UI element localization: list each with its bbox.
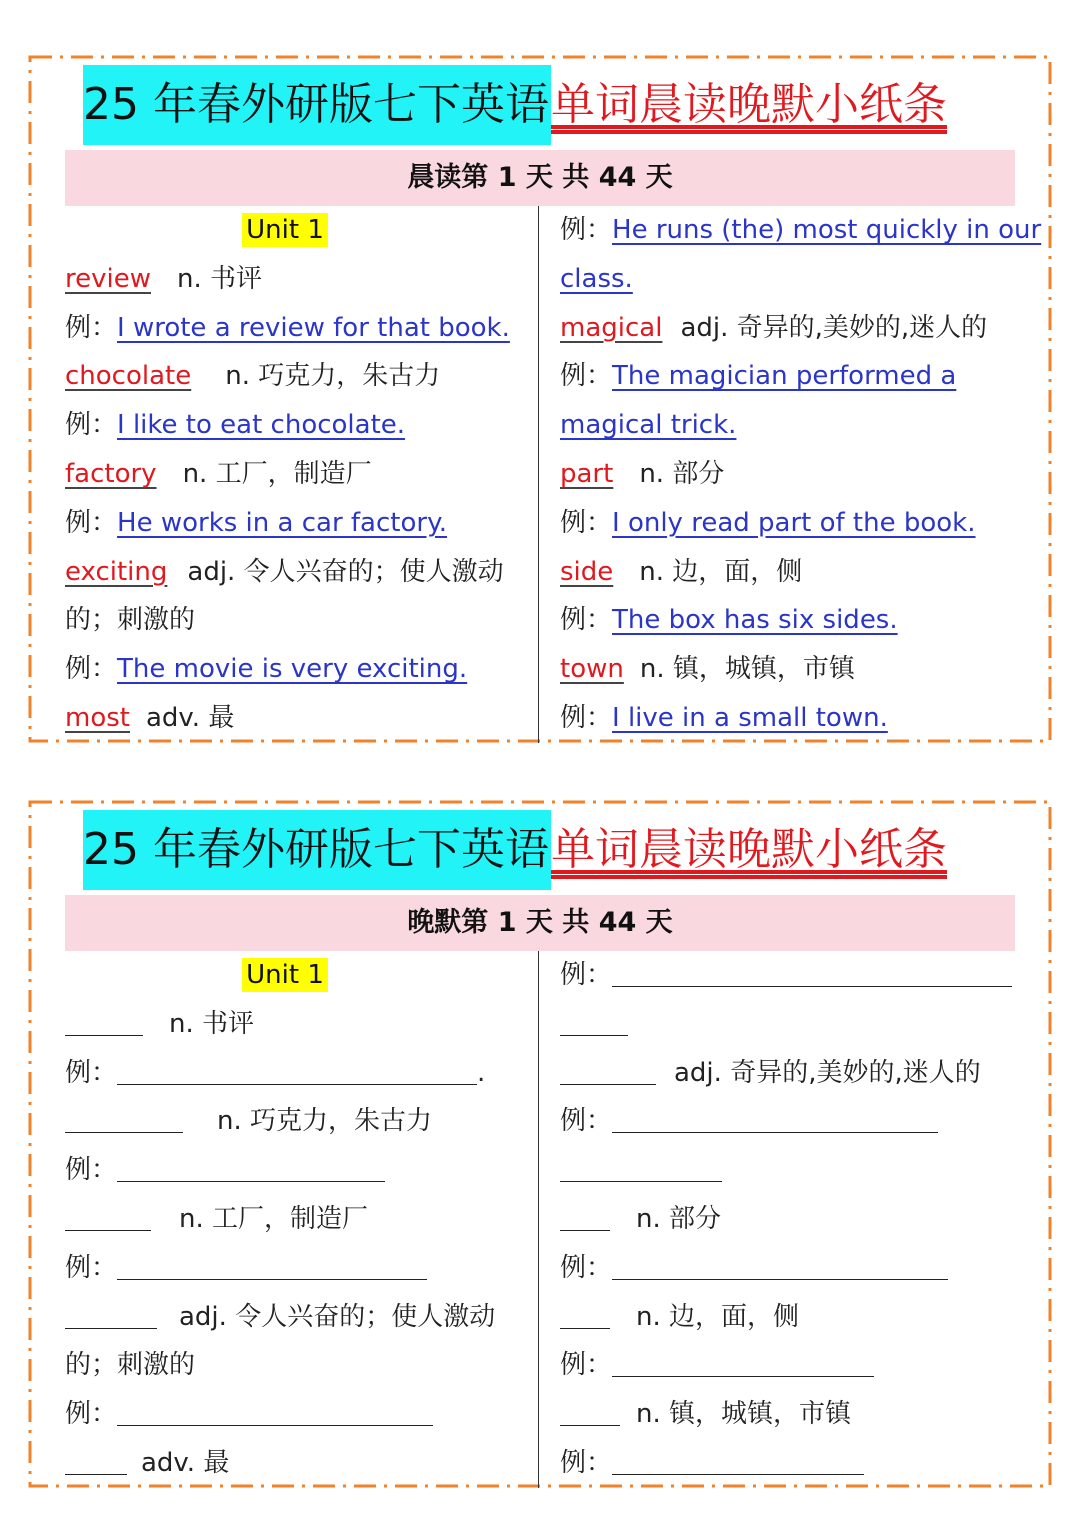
word: town bbox=[560, 654, 624, 685]
example-sentence: He works in a car factory. bbox=[117, 507, 448, 538]
word-blank[interactable] bbox=[560, 1294, 610, 1329]
word: factory bbox=[65, 458, 157, 489]
example-blank-line bbox=[65, 1390, 525, 1439]
example-blank[interactable] bbox=[612, 1342, 874, 1377]
page-title bbox=[83, 65, 947, 145]
example-blank-line bbox=[560, 951, 1020, 1000]
word: magical bbox=[560, 312, 663, 343]
example-line bbox=[560, 206, 1042, 255]
example-label: 例： bbox=[560, 605, 613, 636]
morning-card bbox=[28, 55, 1052, 743]
example-line bbox=[560, 499, 1020, 548]
word: exciting bbox=[65, 556, 168, 587]
word: review bbox=[65, 263, 151, 294]
title-highlight: 25 年春外研版七下英语 bbox=[83, 65, 551, 145]
word-blank-entry bbox=[560, 1195, 1020, 1244]
word: most bbox=[65, 702, 130, 733]
word-blank-entry bbox=[65, 1293, 525, 1342]
meaning: adv. 最 bbox=[145, 702, 235, 733]
word-blank[interactable] bbox=[65, 1196, 151, 1231]
example-sentence: I wrote a review for that book. bbox=[117, 312, 510, 343]
example-blank-line bbox=[65, 1244, 525, 1293]
word-blank-entry bbox=[560, 1390, 1020, 1439]
example-label: 例： bbox=[65, 1155, 118, 1186]
word-blank[interactable] bbox=[65, 1098, 183, 1133]
meaning: n. 书评 bbox=[177, 263, 263, 294]
example-sentence: The movie is very exciting. bbox=[117, 654, 468, 685]
day-banner: 晚默第 1 天 共 44 天 bbox=[65, 895, 1015, 951]
example-sentence: The magician performed a bbox=[612, 361, 957, 392]
meaning: n. 部分 bbox=[636, 1203, 722, 1234]
word-blank[interactable] bbox=[65, 1001, 143, 1036]
example-label: 例： bbox=[560, 1106, 613, 1137]
word-entry bbox=[560, 645, 1020, 694]
word: chocolate bbox=[65, 361, 192, 392]
example-blank-cont[interactable] bbox=[560, 1147, 722, 1182]
example-sentence: I like to eat chocolate. bbox=[117, 410, 406, 441]
word-blank-entry bbox=[560, 1293, 1020, 1342]
example-blank-line bbox=[65, 1049, 525, 1098]
example-sentence-cont: magical trick. bbox=[560, 410, 737, 441]
example-blank[interactable] bbox=[612, 1245, 948, 1280]
example-blank[interactable] bbox=[612, 1440, 864, 1475]
word-blank-entry bbox=[65, 1097, 525, 1146]
word-entry bbox=[560, 548, 1020, 597]
day-banner: 晨读第 1 天 共 44 天 bbox=[65, 150, 1015, 206]
word-blank-entry bbox=[65, 1195, 525, 1244]
example-blank[interactable] bbox=[117, 1391, 433, 1426]
example-label: 例： bbox=[560, 215, 613, 245]
meaning: adj. 令人兴奋的；使人激动 bbox=[187, 556, 504, 587]
word-entry bbox=[65, 255, 525, 304]
word-entry bbox=[560, 450, 1020, 499]
word-entry bbox=[65, 352, 525, 401]
example-blank[interactable] bbox=[117, 1147, 385, 1182]
example-sentence: He runs (the) most quickly in our bbox=[612, 215, 1042, 245]
example-blank-line bbox=[560, 1439, 1020, 1488]
meaning: n. 部分 bbox=[639, 458, 725, 489]
word-blank-entry bbox=[65, 1000, 525, 1049]
example-blank[interactable] bbox=[117, 1245, 427, 1280]
example-label: 例： bbox=[65, 1399, 118, 1430]
meaning: n. 工厂，制造厂 bbox=[179, 1203, 369, 1234]
meaning-continued: 的；刺激的 bbox=[65, 605, 196, 636]
example-label: 例： bbox=[65, 410, 118, 441]
meaning-continued: 的；刺激的 bbox=[65, 1350, 196, 1381]
page-title bbox=[83, 810, 947, 890]
left-column bbox=[65, 206, 525, 743]
word: part bbox=[560, 458, 614, 489]
example-sentence: I only read part of the book. bbox=[612, 507, 976, 538]
example-line bbox=[65, 401, 525, 450]
example-label: 例： bbox=[65, 1057, 118, 1088]
example-line bbox=[65, 645, 525, 694]
column-divider bbox=[538, 951, 539, 1488]
example-label: 例： bbox=[560, 702, 613, 733]
example-label: 例： bbox=[560, 1447, 613, 1478]
example-sentence: I live in a small town. bbox=[612, 702, 888, 733]
example-blank-line bbox=[560, 1341, 1020, 1390]
word-blank[interactable] bbox=[560, 1391, 620, 1426]
example-blank-line bbox=[65, 1146, 525, 1195]
meaning: n. 工厂，制造厂 bbox=[182, 458, 372, 489]
example-sentence: The box has six sides. bbox=[612, 605, 898, 636]
example-label: 例： bbox=[560, 1252, 613, 1283]
example-line bbox=[560, 694, 1020, 743]
example-label: 例： bbox=[65, 654, 118, 685]
meaning: n. 镇，城镇，市镇 bbox=[636, 1399, 852, 1430]
column-divider bbox=[538, 206, 539, 743]
meaning: n. 边，面，侧 bbox=[636, 1301, 800, 1332]
meaning: n. 书评 bbox=[169, 1008, 255, 1039]
word-entry bbox=[560, 304, 1020, 353]
example-label: 例： bbox=[560, 361, 613, 392]
example-sentence-cont: class. bbox=[560, 263, 633, 294]
example-line bbox=[65, 499, 525, 548]
word-entry bbox=[65, 548, 525, 597]
unit-label: Unit 1 bbox=[242, 213, 328, 247]
example-blank-cont[interactable] bbox=[560, 1001, 628, 1036]
word-blank-entry bbox=[65, 1439, 525, 1488]
left-column bbox=[65, 951, 525, 1488]
example-blank-line bbox=[560, 1097, 1020, 1146]
example-line bbox=[65, 304, 525, 353]
meaning: adj. 令人兴奋的；使人激动 bbox=[179, 1301, 496, 1332]
title-red: 单词晨读晚默小纸条 bbox=[550, 824, 947, 875]
example-label: 例： bbox=[560, 1350, 613, 1381]
right-column bbox=[560, 951, 1020, 1488]
example-blank-line bbox=[560, 1244, 1020, 1293]
example-blank[interactable] bbox=[612, 952, 1012, 987]
example-line bbox=[560, 352, 1020, 401]
example-label: 例： bbox=[560, 960, 613, 990]
meaning: adj. 奇异的,美妙的,迷人的 bbox=[674, 1057, 981, 1088]
example-label: 例： bbox=[65, 507, 118, 538]
unit-label: Unit 1 bbox=[242, 958, 328, 992]
meaning: n. 边，面，侧 bbox=[639, 556, 803, 587]
word-blank[interactable] bbox=[65, 1440, 127, 1475]
example-label: 例： bbox=[65, 1252, 118, 1283]
example-label: 例： bbox=[560, 507, 613, 538]
example-line bbox=[560, 596, 1020, 645]
meaning: n. 巧克力，朱古力 bbox=[217, 1106, 433, 1137]
meaning: n. 镇，城镇，市镇 bbox=[639, 654, 855, 685]
title-highlight: 25 年春外研版七下英语 bbox=[83, 810, 551, 890]
title-red: 单词晨读晚默小纸条 bbox=[550, 79, 947, 130]
meaning: adv. 最 bbox=[141, 1447, 230, 1478]
word-entry bbox=[65, 450, 525, 499]
word-blank[interactable] bbox=[560, 1050, 656, 1085]
meaning: n. 巧克力，朱古力 bbox=[225, 361, 441, 392]
period: . bbox=[477, 1057, 486, 1088]
example-label: 例： bbox=[65, 312, 118, 343]
word-blank-entry bbox=[560, 1049, 1020, 1098]
word-blank[interactable] bbox=[560, 1196, 610, 1231]
example-blank[interactable] bbox=[612, 1098, 938, 1133]
example-blank[interactable] bbox=[117, 1050, 477, 1085]
right-column bbox=[560, 206, 1042, 743]
meaning: adj. 奇异的,美妙的,迷人的 bbox=[680, 312, 988, 343]
word-blank[interactable] bbox=[65, 1294, 157, 1329]
word-entry bbox=[65, 694, 525, 743]
word: side bbox=[560, 556, 614, 587]
evening-card bbox=[28, 800, 1052, 1488]
